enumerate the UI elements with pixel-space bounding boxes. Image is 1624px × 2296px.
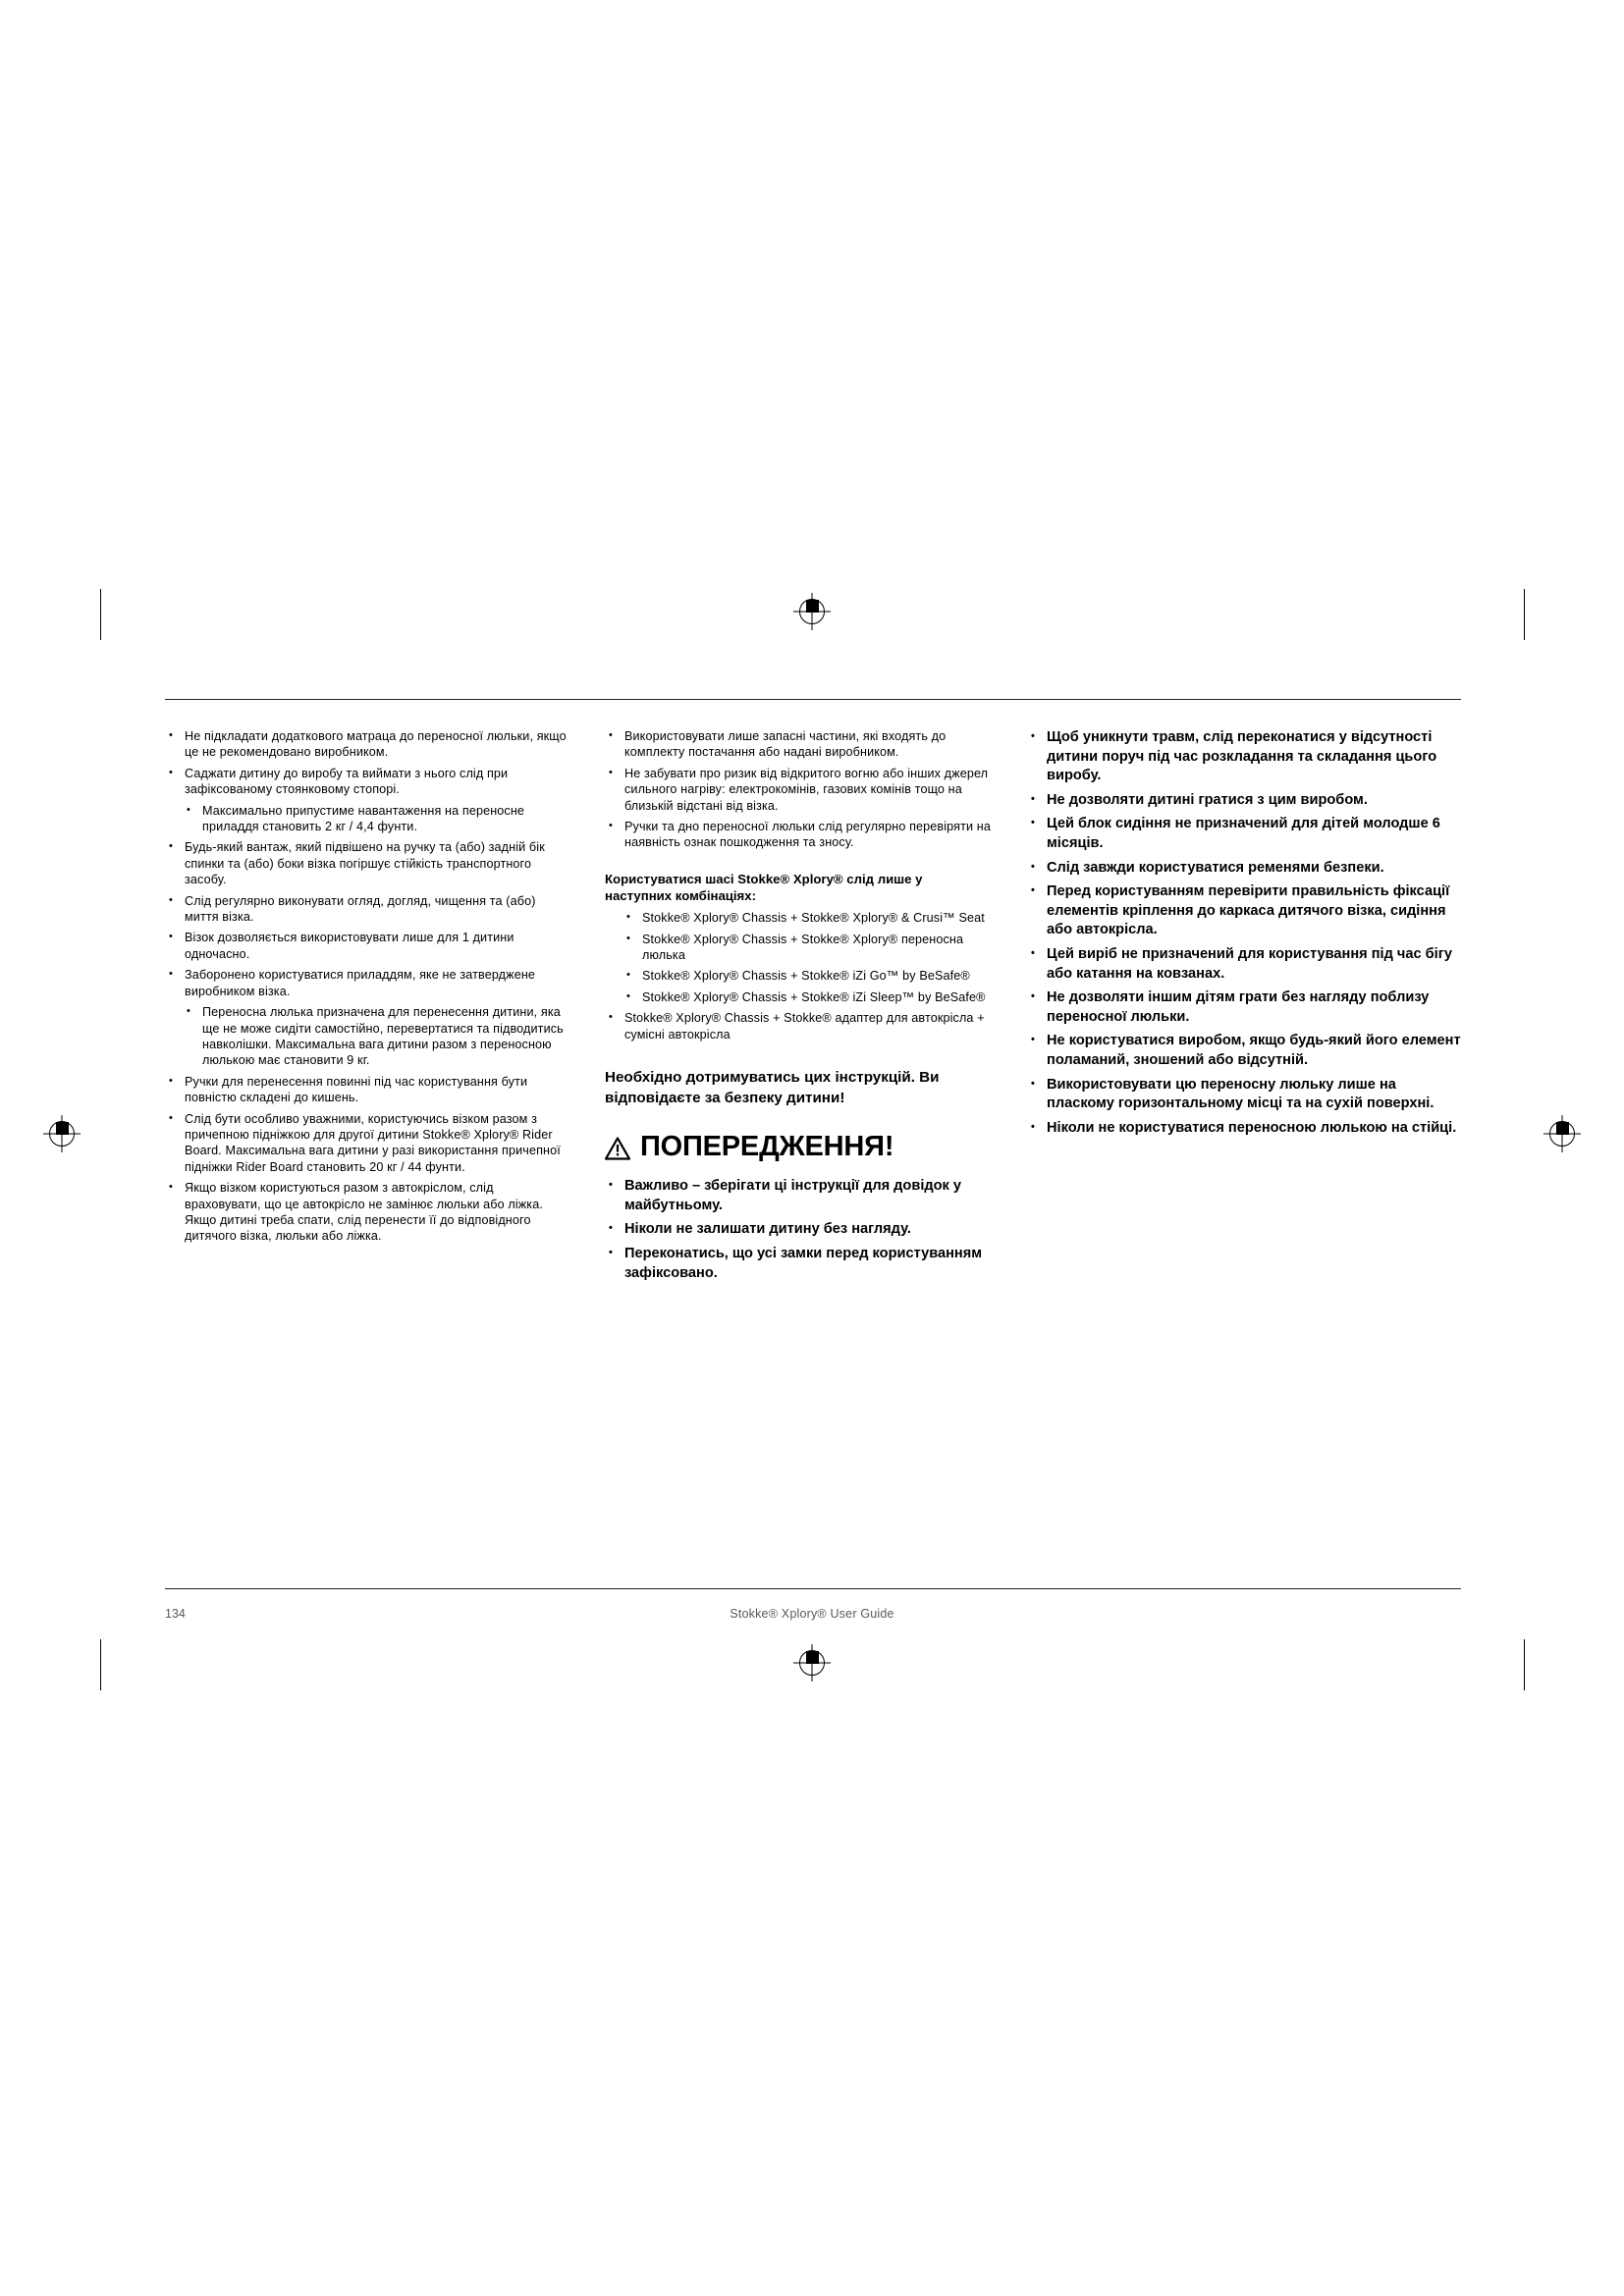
list-item (1027, 988, 1461, 1027)
list-item-text: Stokke® Xplory® Chassis + Stokke® iZi Go™ by BeSafe® (642, 969, 970, 984)
list-item-text: Ніколи не залишати дитину без нагляду. (624, 1221, 911, 1238)
registration-mark-bottom (799, 1650, 825, 1676)
footer-rule (165, 1588, 1461, 1589)
list-item (165, 967, 569, 999)
safety-list-left-2 (165, 839, 569, 999)
list-item (605, 910, 992, 926)
registration-mark-inner (1556, 1122, 1569, 1135)
list-item-text: Будь-який вантаж, який підвішено на ручку та (або) задній бік спинки та (або) боки візка погіршує стійкість транспортного засобу. (185, 840, 545, 887)
list-item (1027, 1032, 1461, 1070)
safety-sublist-left-1 (165, 803, 569, 835)
list-item (165, 728, 569, 761)
safety-sublist-left-2 (165, 1004, 569, 1069)
list-item-text: Ручки для перенесення повинні під час користування бути повністю складені до кишень. (185, 1074, 528, 1105)
list-item-text: Не забувати про ризик від відкритого вогню або інших джерел сильного нагріву: електрокомінів, газових комінів тощо на близькій відстані від візка. (624, 766, 989, 813)
list-item-text: Stokke® Xplory® Chassis + Stokke® iZi Sleep™ by BeSafe® (642, 989, 986, 1004)
list-item-text: Цей виріб не призначений для користування під час бігу або катання на ковзанах. (1047, 945, 1452, 982)
safety-list-left-3 (165, 1074, 569, 1245)
list-item (605, 1177, 992, 1215)
list-item-text: Stokke® Xplory® Chassis + Stokke® Xplory® переносна люлька (642, 932, 964, 963)
list-item (1027, 859, 1461, 879)
list-item (605, 1245, 992, 1283)
registration-mark-inner (56, 1122, 69, 1135)
list-item (605, 766, 992, 814)
column-left (165, 728, 605, 1288)
list-item (165, 893, 569, 926)
header-rule (165, 699, 1461, 700)
crop-mark-bottom-right (1524, 1639, 1525, 1690)
list-item (165, 1004, 569, 1069)
registration-mark-top (799, 599, 825, 624)
registration-mark-inner (806, 1651, 819, 1664)
list-item (605, 989, 992, 1005)
list-item (605, 1010, 992, 1042)
list-item (1027, 791, 1461, 811)
list-item-text: Не підкладати додаткового матраца до переносної люльки, якщо це не рекомендовано виробником. (185, 729, 567, 760)
registration-mark-left (49, 1121, 75, 1147)
list-item-text: Не користуватися виробом, якщо будь-який його елемент поламаний, зношений або відсутній. (1047, 1033, 1461, 1068)
list-item-text: Заборонено користуватися приладдям, яке не затверджене виробником візка. (185, 968, 536, 998)
crop-mark-bottom-left (100, 1639, 101, 1690)
crop-mark-top-right (1524, 589, 1525, 640)
footer-title-text: Stokke® Xplory® User Guide (730, 1607, 894, 1621)
list-item-text: Саджати дитину до виробу та виймати з нього слід при зафіксованому стоянковому стопорі. (185, 766, 509, 797)
list-item (165, 1180, 569, 1245)
list-item (1027, 945, 1461, 984)
list-item (1027, 1076, 1461, 1114)
combinations-sublist (605, 910, 992, 1005)
list-item (605, 1220, 992, 1240)
list-item (165, 839, 569, 887)
list-item-text: Stokke® Xplory® Chassis + Stokke® адаптер для автокрісла + сумісні автокрісла (624, 1011, 985, 1041)
list-item (165, 1111, 569, 1176)
crop-mark-top-left (100, 589, 101, 640)
list-item (1027, 1119, 1461, 1139)
list-item-text: Максимально припустиме навантаження на переносне приладдя становить 2 кг / 4,4 фунти. (202, 803, 525, 834)
safety-list-middle (605, 728, 992, 851)
instructions-lead: Необхідно дотримуватись цих інструкцій. Ви відповідаєте за безпеку дитини! (605, 1069, 940, 1106)
warning-heading (605, 1130, 992, 1163)
list-item (605, 728, 992, 761)
list-item-text: Ніколи не користуватися переносною люлькою на стійці. (1047, 1119, 1457, 1136)
registration-mark-inner (806, 600, 819, 613)
page-number: 134 (165, 1607, 186, 1621)
column-middle (605, 728, 1027, 1288)
list-item (165, 1074, 569, 1106)
column-right (1027, 728, 1461, 1288)
list-item-text: Використовувати цю переносну люльку лише на пласкому горизонтальному місці та на сухій поверхні. (1047, 1076, 1435, 1112)
list-item (1027, 728, 1461, 786)
combinations-heading: Користуватися шасі Stokke® Xplory® слід лише у наступних комбінаціях: (605, 871, 923, 904)
list-item-text: Слід регулярно виконувати огляд, догляд, чищення та (або) миття візка. (185, 893, 536, 925)
list-item-text: Цей блок сидіння не призначений для дітей молодше 6 місяців. (1047, 816, 1440, 851)
list-item-text: Ручки та дно переносної люльки слід регулярно перевіряти на наявність ознак пошкодження та зносу. (624, 820, 991, 850)
list-item (165, 930, 569, 962)
warning-triangle-icon (605, 1135, 630, 1158)
list-item-text: Переносна люлька призначена для перенесення дитини, яка ще не може сидіти самостійно, перевертатися та підводитись навколішки. Максимальна вага дитини разом з переносною люлькою має становити 9 кг. (202, 1005, 564, 1068)
combinations-list (605, 1010, 992, 1042)
list-item-text: Не дозволяти іншим дітям грати без нагляду поблизу переносної люльки. (1047, 989, 1430, 1025)
list-item-text: Якщо візком користуються разом з автокріслом, слід враховувати, що це автокрісло не замінює люльки або ліжка. Якщо дитині треба спати, слід перенести її до відповідного дитячого візка, люльки або ліжка. (185, 1181, 543, 1244)
list-item (1027, 815, 1461, 853)
three-column-body (165, 728, 1461, 1288)
list-item (165, 803, 569, 835)
warning-list-right (1027, 728, 1461, 1138)
list-item (605, 968, 992, 984)
list-item (605, 932, 992, 964)
list-item (1027, 882, 1461, 940)
footer-title (0, 1607, 1624, 1621)
list-item-text: Слід завжди користуватися ременями безпеки. (1047, 859, 1384, 876)
list-item-text: Перед користуванням перевірити правильність фіксації елементів кріплення до каркаса дитячого візка, сидіння або автокрісла. (1047, 883, 1450, 938)
warning-title: ПОПЕРЕДЖЕННЯ! (640, 1131, 894, 1163)
list-item-text: Щоб уникнути травм, слід переконатися у відсутності дитини поруч під час розкладання та складання цього виробу. (1047, 729, 1437, 784)
list-item-text: Використовувати лише запасні частини, які входять до комплекту постачання або надані виробником. (624, 729, 947, 760)
warning-list (605, 1177, 992, 1283)
list-item-text: Візок дозволяється використовувати лише для 1 дитини одночасно. (185, 931, 514, 961)
list-item-text: Слід бути особливо уважними, користуючись візком разом з причепною підніжкою для другої дитини Stokke® Xplory® Rider Board. Максимальна вага дитини у разі використання причепної підніжки Rider Board становить 20 кг / 44 фунти. (185, 1111, 561, 1174)
list-item (165, 766, 569, 798)
list-item-text: Stokke® Xplory® Chassis + Stokke® Xplory® & Crusi™ Seat (642, 911, 985, 926)
list-item-text: Важливо – зберігати ці інструкції для довідок у майбутньому. (624, 1178, 962, 1213)
safety-list-left (165, 728, 569, 798)
list-item-text: Переконатись, що усі замки перед користуванням зафіксовано. (624, 1246, 983, 1281)
list-item (605, 819, 992, 851)
list-item-text: Не дозволяти дитині гратися з цим виробом. (1047, 791, 1368, 808)
registration-mark-right (1549, 1121, 1575, 1147)
